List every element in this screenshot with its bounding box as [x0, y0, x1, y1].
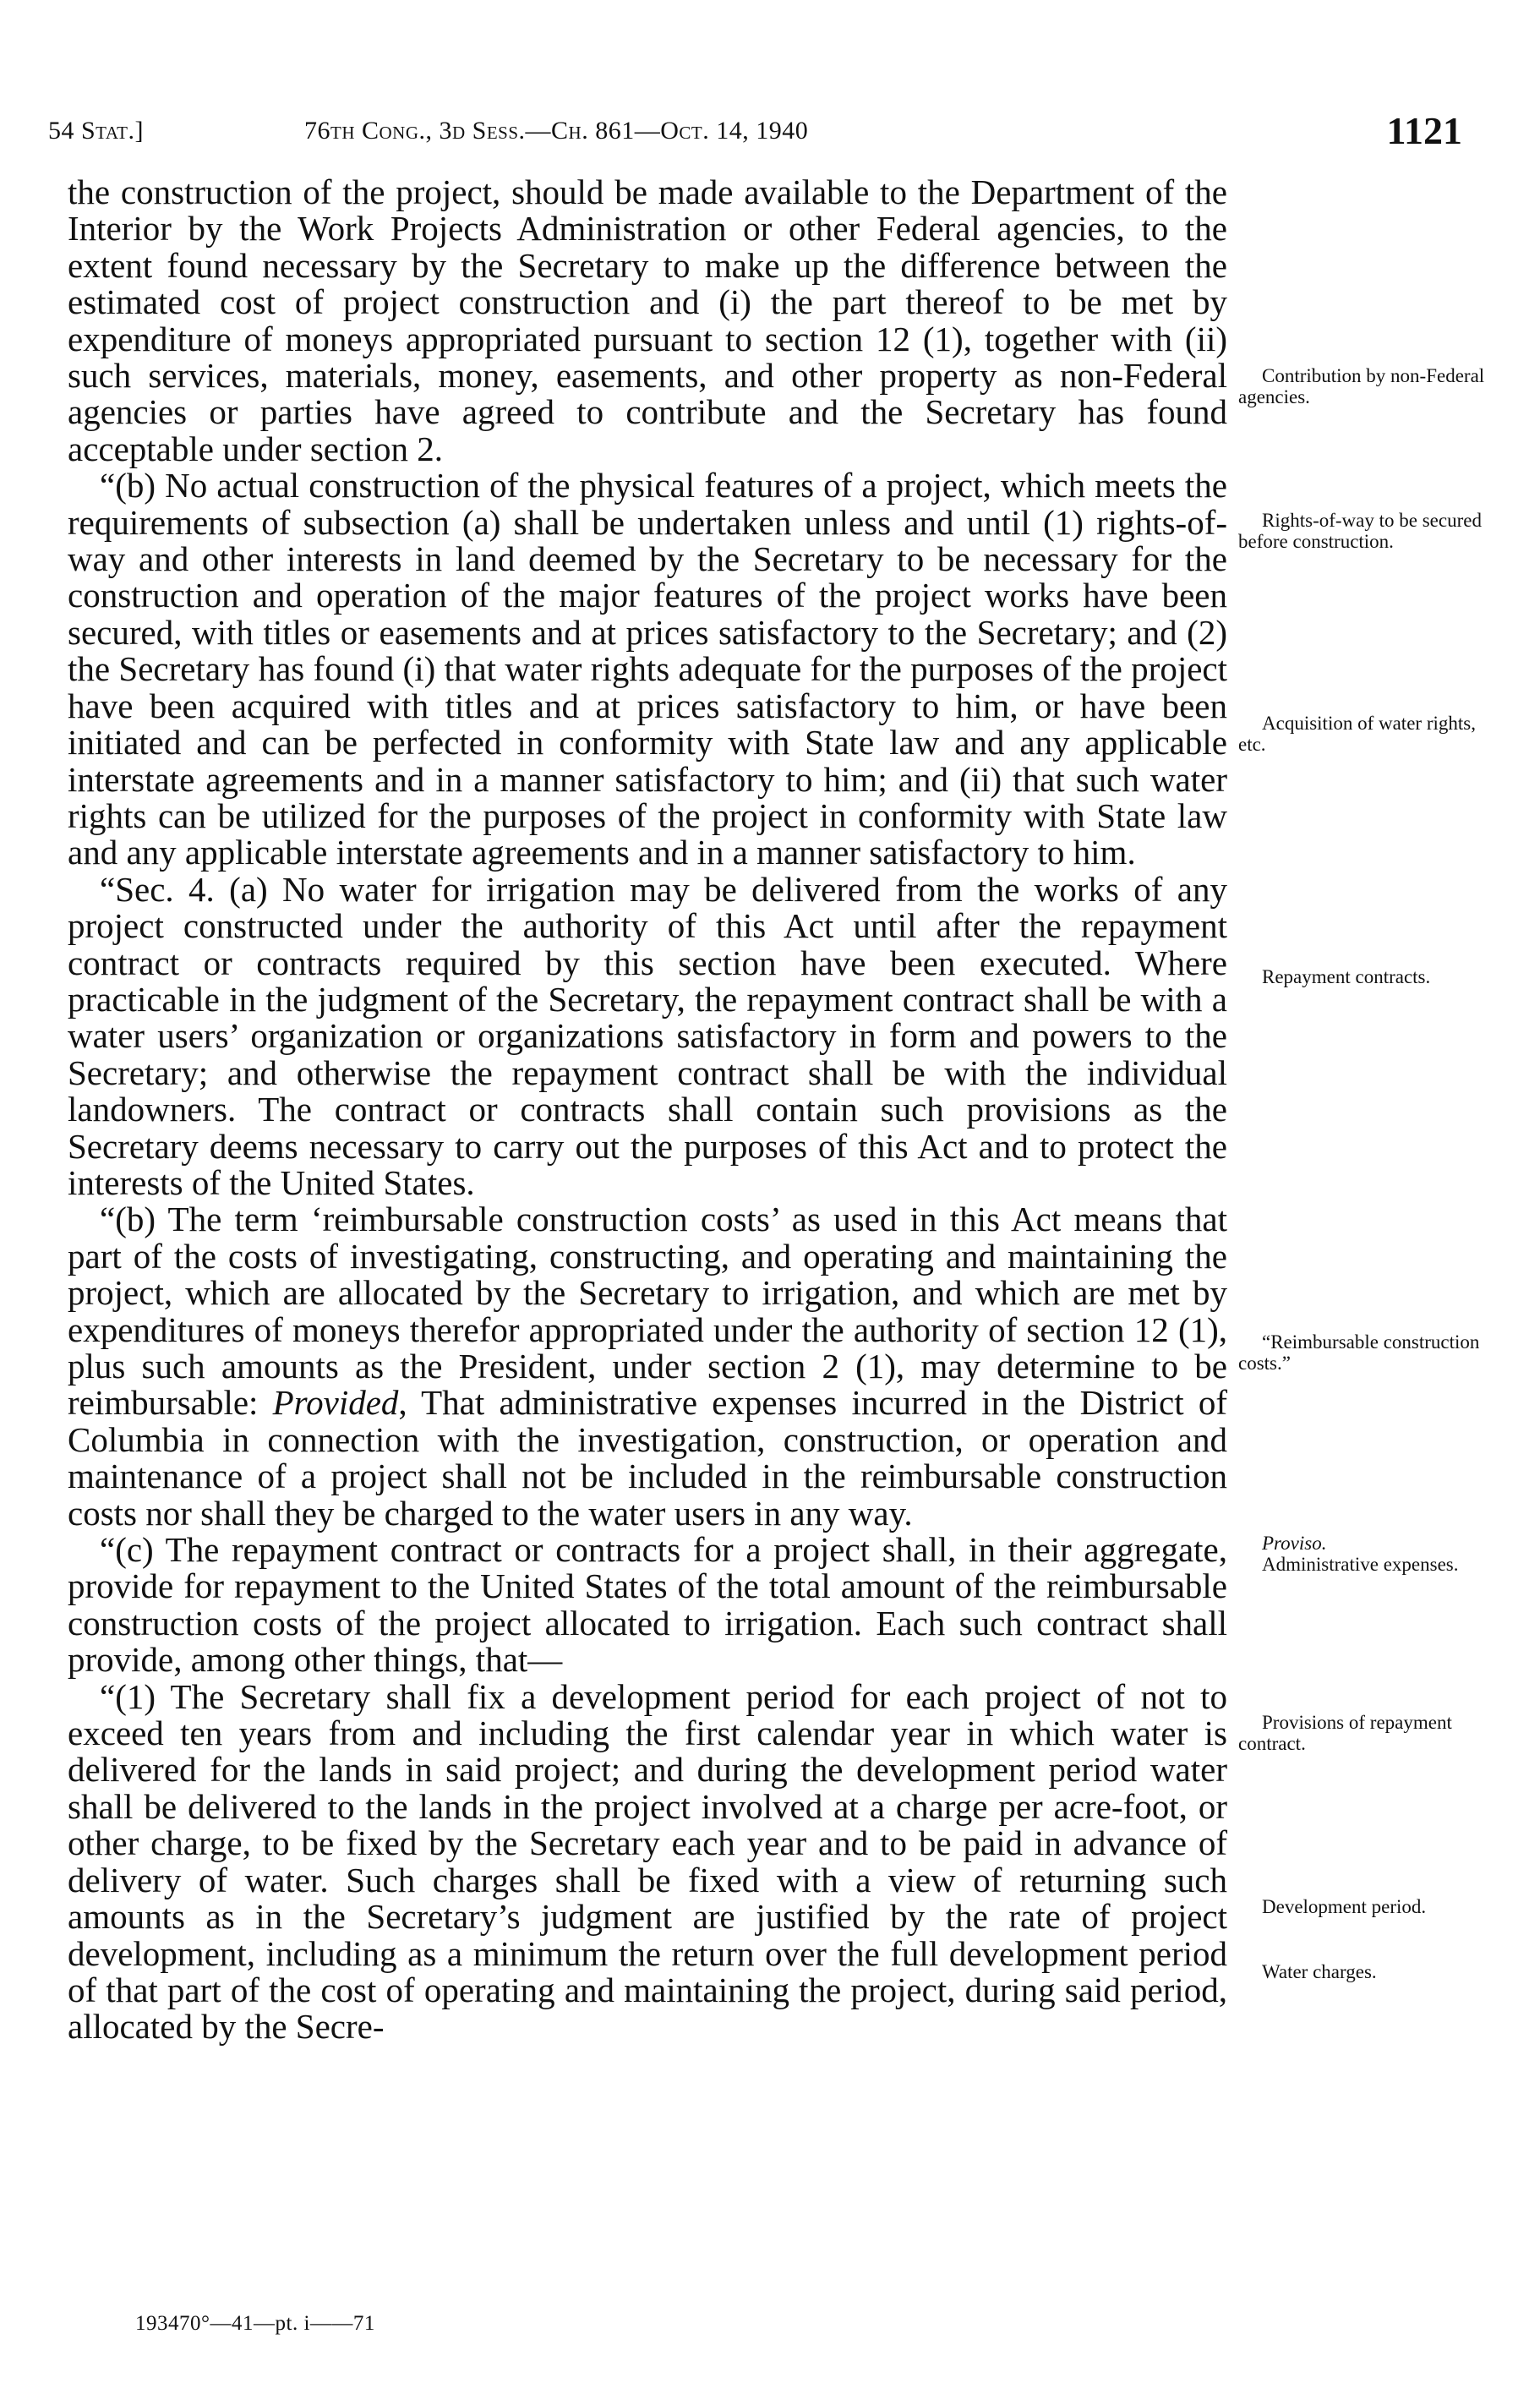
paragraph: “Sec. 4. (a) No water for irrigation may be delivered from the works of any project constructed under the authority of this Act until after the repayment contract or contracts required by this section have been executed. Where practicable in the judgment of the Secretary, the repayment contract shall be with a water users’ organization or organizations satisfactory in form and powers to the Secretary; and otherwise the repayment contract shall be with the individual landowners. The contract or contracts shall contain such provisions as the Secretary deems necessary to carry out the purposes of this Act and to protect the interests of the United States.: [68, 869, 1227, 1202]
paragraph: “(b) The term ‘reimbursable construction costs’ as used in this Act means that part of the costs of investigating, constructing, and operating and maintaining the project, which are allocated by the Secretary to irrigation, and which are met by expenditures of moneys therefor appropriated under the authority of section 12 (1), plus such amounts as the President, under section 2 (1), may determine to be reimbursable: Provided, That administrative expenses incurred in the District of Columbia in connection with the investigation, construction, or operation and maintenance of a project shall not be included in the reimbursable construction costs nor shall they be charged to the water users in any way.: [68, 1200, 1228, 1533]
proviso-word: Provided: [272, 1383, 399, 1423]
page-number: 1121: [1386, 109, 1462, 152]
printer-code: 193470°—41—pt. i——71: [135, 2312, 375, 2335]
paragraph: “(c) The repayment contract or contracts for a project shall, in their aggregate, provide for repayment to the United States of the total amount of the reimbursable construction costs of the project allocated to irrigation. Each such contract shall provide, among other things, that—: [68, 1530, 1227, 1680]
statute-reference: 54 Stat.]: [48, 117, 144, 145]
session-line: 76th Cong., 3d Sess.—Ch. 861—Oct. 14, 1940: [304, 117, 809, 145]
margin-note: Acquisition of water rights, etc.: [1238, 713, 1476, 755]
margin-note: “Reimbursable construction costs.”: [1238, 1331, 1480, 1374]
paragraph: “(1) The Secretary shall fix a development period for each project of not to exceed ten years from and including the first calendar year in which water is delivered for the lands in said project; and during the development period water shall be delivered to the lands in the project involved at a charge per acre-foot, or other charge, to be fixed by the Secretary each year and to be paid in advance of delivery of water. Such charges shall be fixed with a view of returning such amounts as in the Secretary’s judgment are justified by the rate of project development, including as a minimum the return over the full development period of that part of the cost of operating and maintaining the project, during said period, allocated by the Secre-: [68, 1676, 1227, 2047]
margin-note: Administrative expenses.: [1262, 1554, 1459, 1575]
margin-note: Development period.: [1262, 1896, 1427, 1917]
paragraph: the construction of the project, should be made available to the Department of the Interior by the Work Projects Administration or other Federal agencies, to the extent found necessary by the Secretary to make up the difference between the estimated cost of project construction and (i) the part thereof to be met by expenditure of moneys appropriated pursuant to section 12 (1), together with (ii) such services, materials, money, easements, and other property as non-Federal agencies or parties have agreed to contribute and the Secretary has found acceptable under section 2.: [68, 172, 1227, 468]
margin-note-proviso: Proviso.: [1262, 1533, 1327, 1554]
paragraph: “(b) No actual construction of the physical features of a project, which meets the requirements of subsection (a) shall be undertaken unless and until (1) rights-of-way and other interests in land deemed by the Secretary to be necessary for the construction and operation of the major features of the project works have been secured, with titles or easements and at prices satisfactory to the Secretary; and (2) the Secretary has found (i) that water rights adequate for the purposes of the project have been acquired with titles and at prices satisfactory to him, or have been initiated and can be perfected in conformity with State law and any applicable interstate agreements and in a manner satisfactory to him; and (ii) that such water rights can be utilized for the purposes of the project in conformity with State law and any applicable interstate agreements and in a manner satisfactory to him.: [68, 466, 1227, 872]
page-header: [0, 101, 1540, 152]
margin-note: Rights-of-way to be secured before construction.: [1238, 510, 1482, 552]
margin-note: Contribution by non-Federal agencies.: [1238, 365, 1485, 407]
main-text: [68, 174, 1227, 2046]
margin-note: Water charges.: [1262, 1961, 1377, 1982]
margin-note: Repayment contracts.: [1262, 966, 1431, 987]
margin-note: Provisions of repayment contract.: [1238, 1712, 1452, 1754]
